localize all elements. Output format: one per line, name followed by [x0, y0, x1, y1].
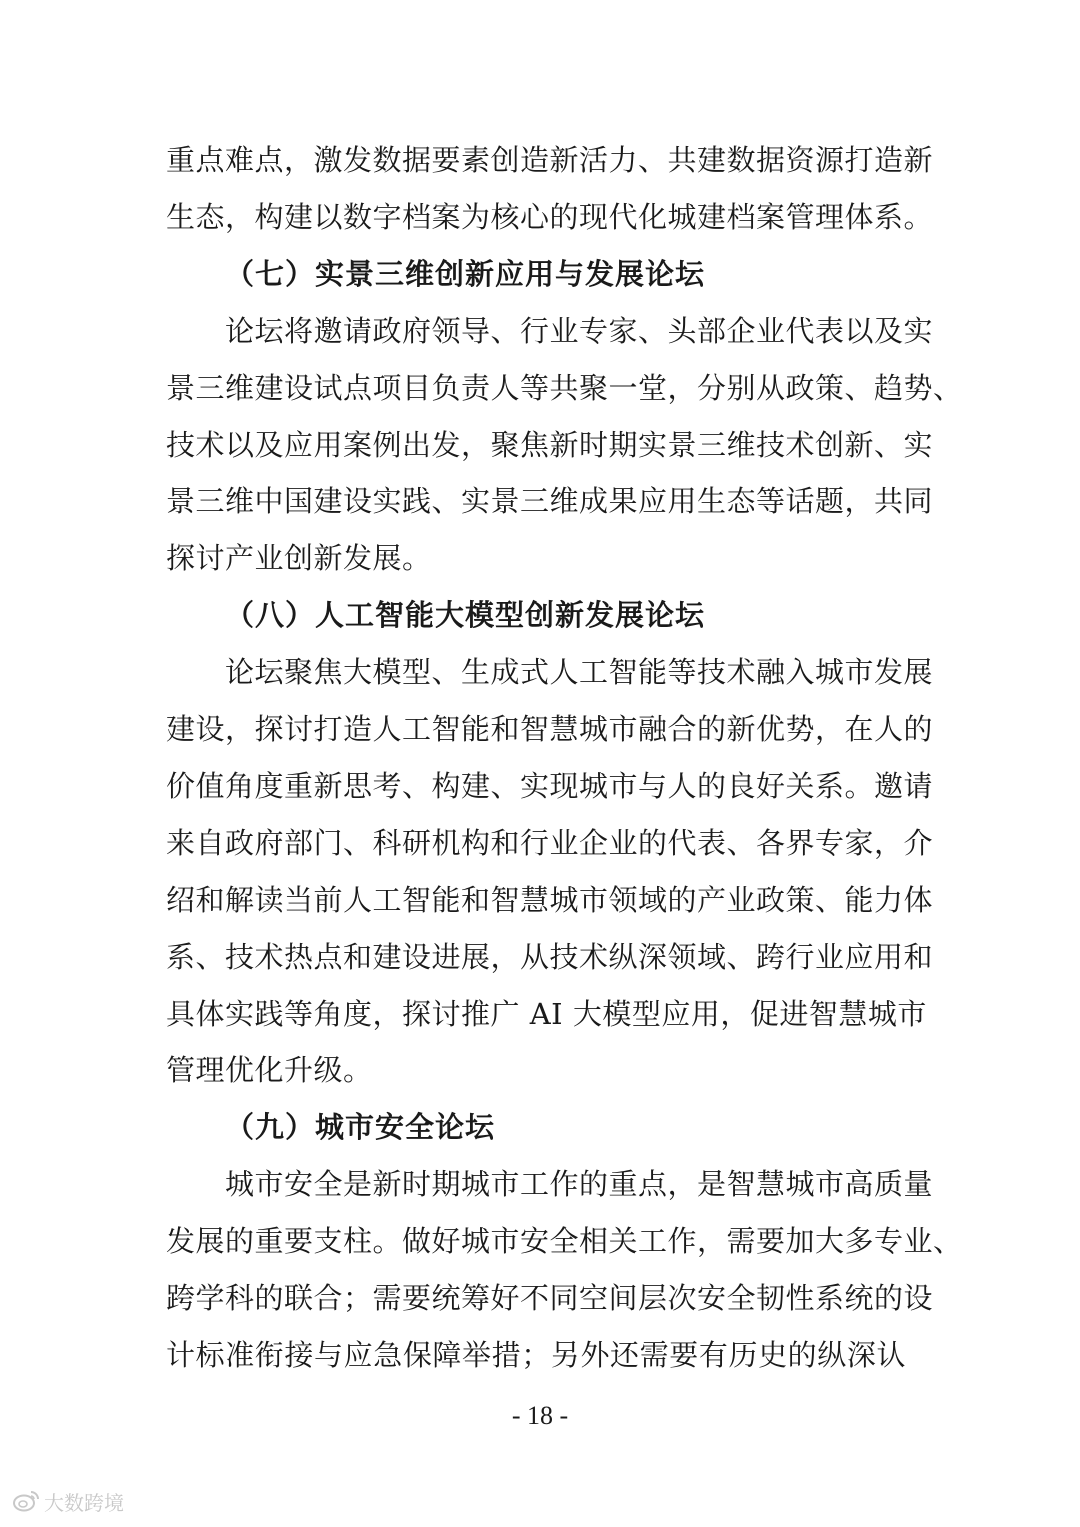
paragraph-line: 探讨产业创新发展。 [166, 541, 432, 575]
paragraph-line: 系、技术热点和建设进展，从技术纵深领域、跨行业应用和 [166, 940, 934, 974]
paragraph-line: 发展的重要支柱。做好城市安全相关工作，需要加大多专业、 [166, 1224, 963, 1258]
paragraph-line: 跨学科的联合；需要统筹好不同空间层次安全韧性系统的设 [166, 1281, 934, 1315]
paragraph-line: 具体实践等角度，探讨推广 AI 大模型应用，促进智慧城市 [166, 997, 927, 1031]
paragraph-line: 重点难点，激发数据要素创造新活力、共建数据资源打造新 [166, 143, 934, 177]
paragraph-line: 景三维建设试点项目负责人等共聚一堂，分别从政策、趋势、 [166, 371, 963, 405]
paragraph-line: 管理优化升级。 [166, 1053, 373, 1087]
paragraph-line: 生态，构建以数字档案为核心的现代化城建档案管理体系。 [166, 200, 934, 234]
paragraph-line: 建设，探讨打造人工智能和智慧城市融合的新优势，在人的 [166, 712, 934, 746]
paragraph-line: 论坛聚焦大模型、生成式人工智能等技术融入城市发展 [225, 655, 934, 689]
paragraph-line: 计标准衔接与应急保障举措；另外还需要有历史的纵深认 [166, 1338, 906, 1372]
paragraph-line: 论坛将邀请政府领导、行业专家、头部企业代表以及实 [225, 314, 934, 348]
paragraph-line: 价值角度重新思考、构建、实现城市与人的良好关系。邀请 [166, 769, 934, 803]
paragraph-line: 景三维中国建设实践、实景三维成果应用生态等话题，共同 [166, 484, 934, 518]
section-heading: （八）人工智能大模型创新发展论坛 [225, 598, 706, 632]
paragraph-line: 绍和解读当前人工智能和智慧城市领域的产业政策、能力体 [166, 883, 934, 917]
section-heading: （七）实景三维创新应用与发展论坛 [225, 257, 706, 291]
watermark [12, 1486, 124, 1516]
weibo-logo-icon [12, 1489, 40, 1513]
paragraph-line: 来自政府部门、科研机构和行业企业的代表、各界专家，介 [166, 826, 934, 860]
page-number: - 18 - [511, 1401, 569, 1430]
paragraph-line: 城市安全是新时期城市工作的重点，是智慧城市高质量 [225, 1167, 934, 1201]
paragraph-line: 技术以及应用案例出发，聚焦新时期实景三维技术创新、实 [166, 428, 934, 462]
watermark-text: 大数跨境 [44, 1490, 124, 1515]
section-heading: （九）城市安全论坛 [225, 1110, 496, 1144]
